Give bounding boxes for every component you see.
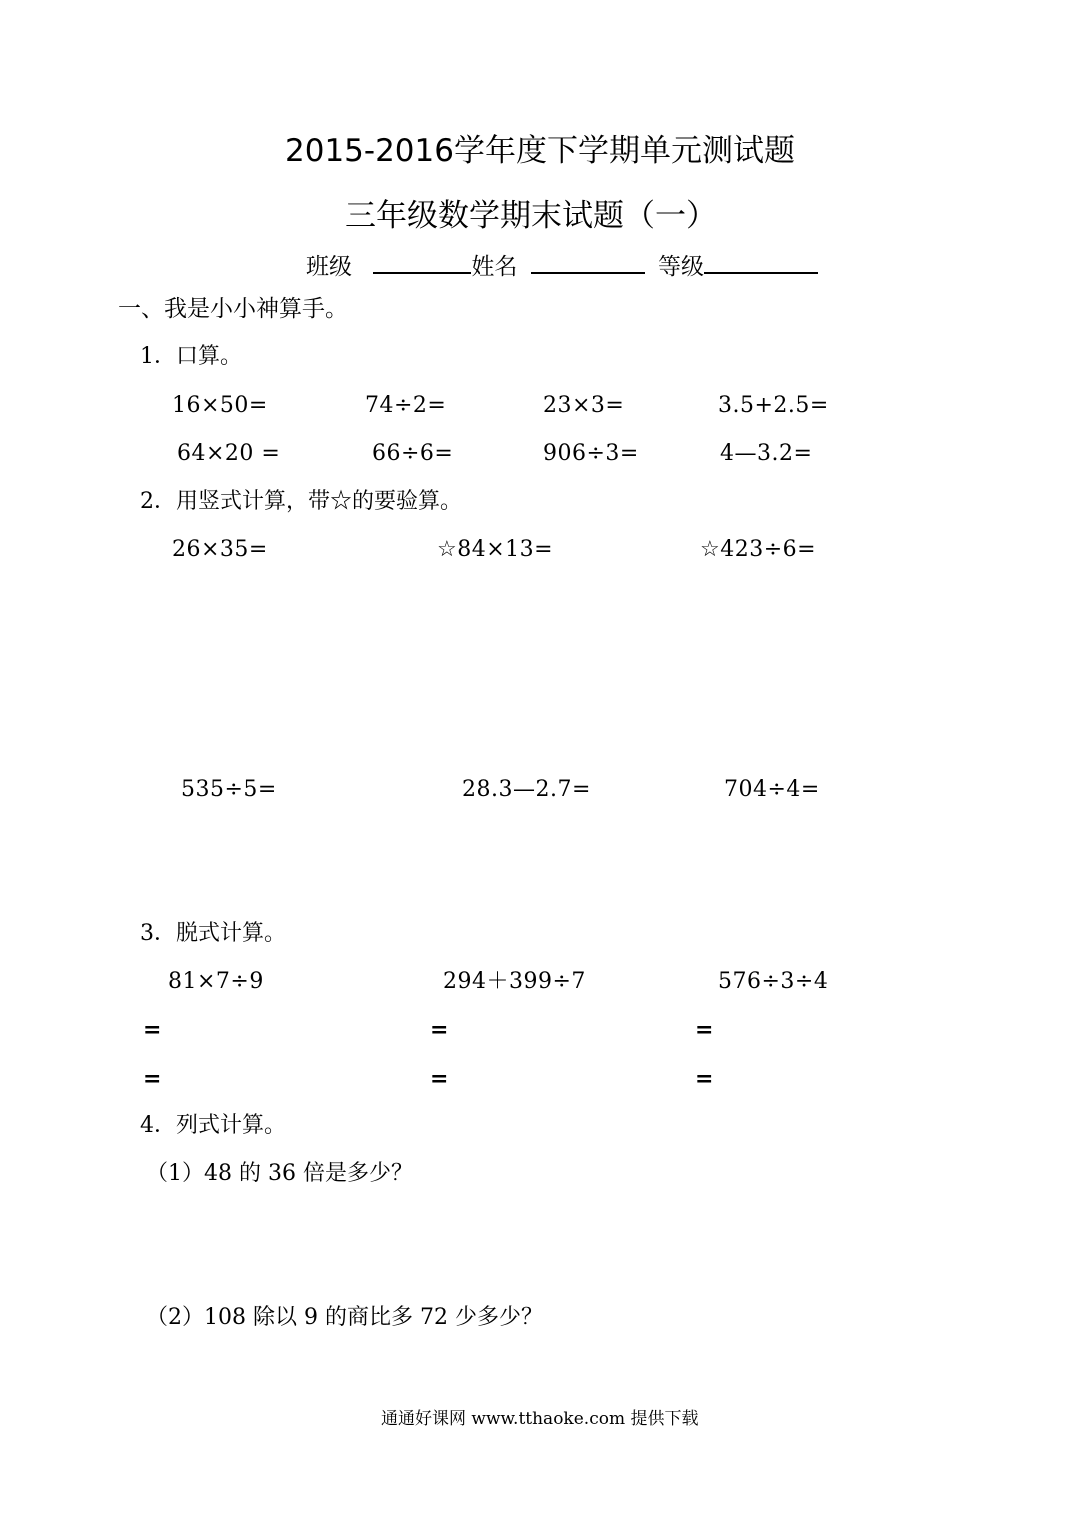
vertical-calc-item: 28.3—2.7= bbox=[462, 777, 591, 802]
equals-sign: = bbox=[143, 1066, 162, 1092]
oral-item: 3.5+2.5= bbox=[718, 393, 829, 418]
oral-item: 23×3= bbox=[543, 393, 625, 418]
page-subtitle: 三年级数学期末试题（一） bbox=[345, 198, 717, 234]
page-footer: 通通好课网 www.tthaoke.com 提供下载 bbox=[381, 1409, 699, 1429]
oral-item: 16×50= bbox=[172, 393, 268, 418]
oral-item: 906÷3= bbox=[543, 441, 639, 466]
section-heading: 一、我是小小神算手。 bbox=[118, 296, 348, 322]
class-blank[interactable] bbox=[373, 252, 471, 274]
equals-sign: = bbox=[695, 1066, 714, 1092]
word-problem: （1）48 的 36 倍是多少？ bbox=[146, 1161, 413, 1186]
equals-sign: = bbox=[695, 1017, 714, 1043]
oral-item: 4—3.2= bbox=[720, 441, 813, 466]
page-title: 2015-2016学年度下学期单元测试题 bbox=[285, 133, 795, 169]
vertical-calc-item: ☆84×13= bbox=[437, 537, 554, 562]
equals-sign: = bbox=[430, 1066, 449, 1092]
name-label: 姓名 bbox=[471, 254, 518, 280]
oral-item: 74÷2= bbox=[365, 393, 447, 418]
question-1-label: 1．口算。 bbox=[140, 344, 242, 369]
class-label: 班级 bbox=[306, 254, 352, 280]
oral-item: 64×20 = bbox=[177, 441, 281, 466]
question-2-label: 2．用竖式计算，带☆的要验算。 bbox=[140, 489, 462, 514]
vertical-calc-item: 704÷4= bbox=[724, 777, 820, 802]
oral-item: 66÷6= bbox=[372, 441, 454, 466]
question-3-label: 3．脱式计算。 bbox=[140, 921, 286, 946]
stepwise-item: 81×7÷9 bbox=[168, 969, 264, 994]
question-4-label: 4．列式计算。 bbox=[140, 1113, 286, 1138]
grade-blank[interactable] bbox=[704, 252, 818, 274]
stepwise-item: 294＋399÷7 bbox=[443, 969, 586, 994]
name-blank[interactable] bbox=[531, 252, 645, 274]
vertical-calc-item: 535÷5= bbox=[181, 777, 277, 802]
word-problem: （2）108 除以 9 的商比多 72 少多少？ bbox=[146, 1305, 543, 1330]
student-info-row bbox=[306, 252, 818, 279]
equals-sign: = bbox=[430, 1017, 449, 1043]
equals-sign: = bbox=[143, 1017, 162, 1043]
vertical-calc-item: ☆423÷6= bbox=[700, 537, 817, 562]
vertical-calc-item: 26×35= bbox=[172, 537, 268, 562]
stepwise-item: 576÷3÷4 bbox=[718, 969, 829, 994]
grade-label: 等级 bbox=[657, 254, 704, 280]
